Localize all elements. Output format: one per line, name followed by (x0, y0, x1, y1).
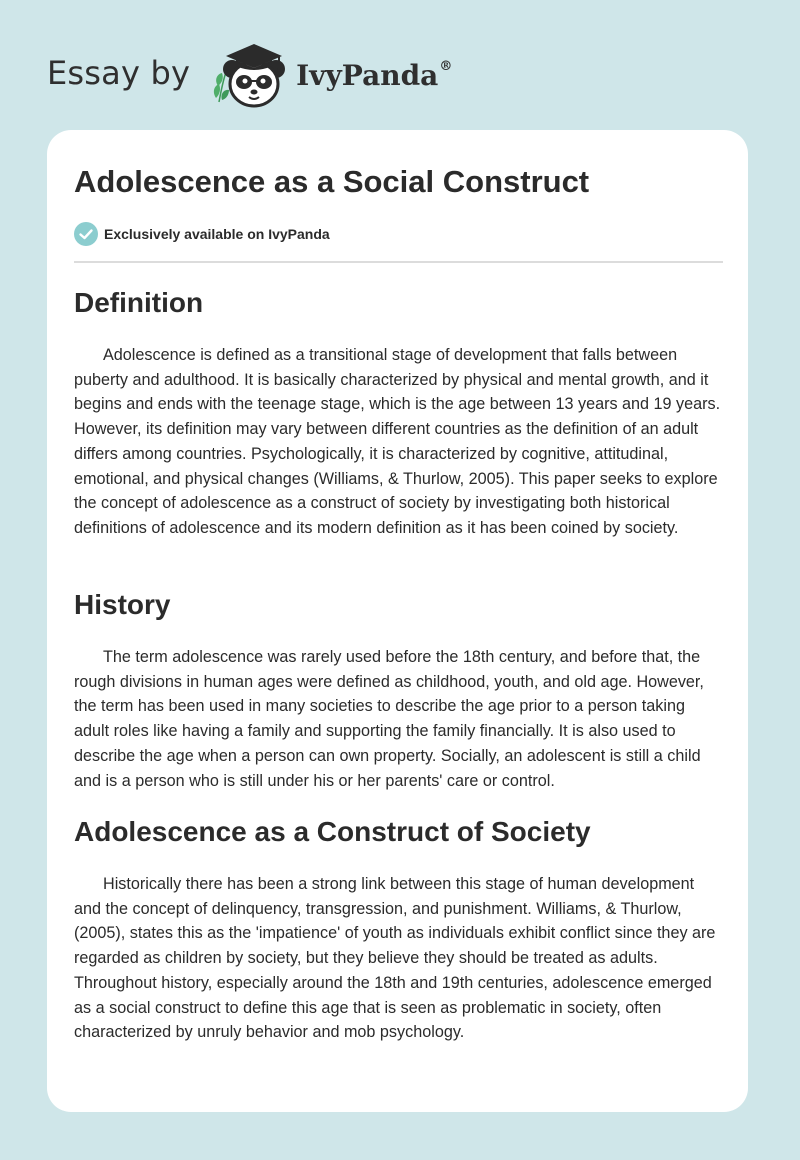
panda-logo-icon (206, 36, 292, 110)
section-body-construct: Historically there has been a strong link between this stage of human development and the concept of delinquency, transgression, and punishment. Williams, & Thurlow, (2005), states this as the 'impatience' of youth as individuals exhibit conflict since they are regarded as children by society, but they believe they should be treated as adults. Throughout history, especially around the 18th and 19th centuries, adolescence emerged as a social construct to define this age that is seen as problematic in society, often characterized by unruly behavior and mob psychology. (74, 875, 716, 1042)
registered-mark: ® (439, 59, 453, 75)
essay-card (47, 130, 748, 1112)
page-title: Adolescence as a Social Construct (74, 164, 590, 199)
badge-label: Exclusively available on IvyPanda (104, 226, 330, 242)
section-body-history: The term adolescence was rarely used before the 18th century, and before that, the rough divisions in human ages were defined as childhood, youth, and old age. However, the term has been used in many societies to describe the age prior to a person taking adult roles like having a family and supporting the family financially. It is also used to describe the age when a person can own property. Socially, an adolescent is still a child and is a person who is still under his or her parents' care or control. (74, 648, 704, 790)
check-icon (74, 222, 98, 246)
section-heading-history: History (74, 589, 171, 620)
brand-prefix: Essay by (47, 54, 191, 92)
section-body-definition: Adolescence is defined as a transitional stage of development that falls between puberty and adulthood. It is basically characterized by physical and mental growth, and it begins and ends with the teenage stage, which is the age between 13 years and 19 years. However, its definition may vary between different countries as the definition of an adult differs among countries. Psychologically, it is characterized by cognitive, attitudinal, emotional, and physical changes (Williams, & Thurlow, 2005). This paper seeks to explore the concept of adolescence as a construct of society by investigating both historical definitions of adolescence and its modern definition as it has been coined by society. (74, 346, 721, 537)
brand-name: IvyPanda® (296, 58, 453, 92)
brand-header (47, 36, 452, 110)
divider (74, 261, 723, 263)
section-heading-construct: Adolescence as a Construct of Society (74, 816, 591, 847)
section-heading-definition: Definition (74, 287, 204, 318)
exclusive-badge (74, 222, 330, 246)
